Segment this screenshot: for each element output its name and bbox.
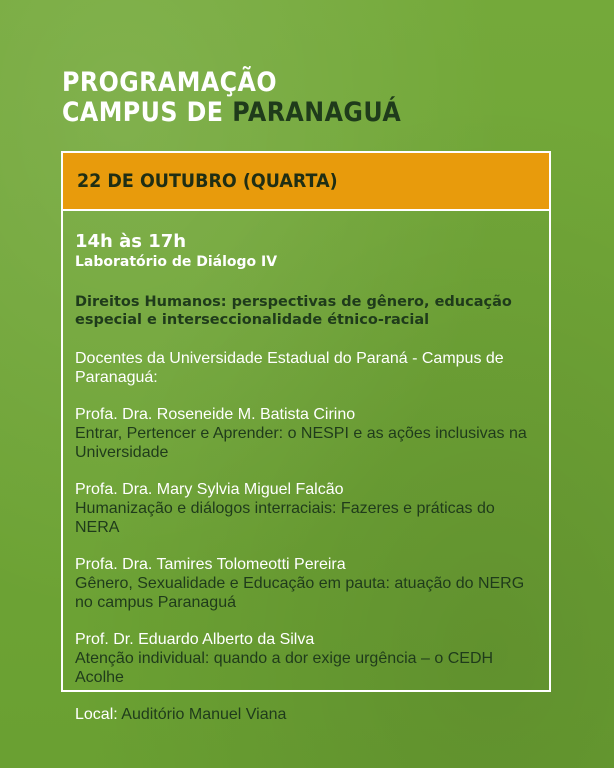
title-line-2 bbox=[62, 98, 401, 128]
location-value: Auditório Manuel Viana bbox=[121, 706, 287, 723]
date-banner bbox=[63, 153, 549, 211]
speaker-entry bbox=[75, 555, 537, 612]
speaker-name: Prof. Dr. Eduardo Alberto da Silva bbox=[75, 631, 315, 648]
speaker-entry bbox=[75, 480, 537, 537]
schedule-body bbox=[63, 211, 549, 724]
title-line-1: PROGRAMAÇÃO bbox=[62, 67, 277, 98]
page-title bbox=[62, 68, 401, 128]
location-label: Local: bbox=[75, 706, 118, 723]
speaker-talk: Entrar, Pertencer e Aprender: o NESPI e as ações inclusivas na Universidade bbox=[75, 425, 527, 461]
speaker-talk: Atenção individual: quando a dor exige urgência – o CEDH Acolhe bbox=[75, 650, 494, 686]
speaker-name: Profa. Dra. Mary Sylvia Miguel Falcão bbox=[75, 481, 344, 498]
speaker-entry bbox=[75, 405, 537, 462]
speakers-intro: Docentes da Universidade Estadual do Paraná - Campus de Paranaguá: bbox=[75, 350, 504, 386]
session-topic: Direitos Humanos: perspectivas de gênero, educação especial e interseccionalidade étnico-racial bbox=[75, 294, 512, 328]
event-location bbox=[75, 705, 537, 724]
speaker-talk: Humanização e diálogos interraciais: Fazeres e práticas do NERA bbox=[75, 500, 495, 536]
title-campus-name: PARANAGUÁ bbox=[232, 97, 402, 128]
title-campus-label: CAMPUS DE bbox=[62, 97, 233, 128]
schedule-card bbox=[61, 151, 551, 723]
event-date: 22 DE OUTUBRO (QUARTA) bbox=[77, 170, 338, 192]
speaker-name: Profa. Dra. Tamires Tolomeotti Pereira bbox=[75, 556, 346, 573]
speaker-entry bbox=[75, 630, 537, 687]
session-name: Laboratório de Diálogo IV bbox=[75, 254, 278, 270]
event-time: 14h às 17h bbox=[75, 231, 187, 252]
speaker-talk: Gênero, Sexualidade e Educação em pauta: atuação do NERG no campus Paranaguá bbox=[75, 575, 525, 611]
speaker-name: Profa. Dra. Roseneide M. Batista Cirino bbox=[75, 406, 356, 423]
